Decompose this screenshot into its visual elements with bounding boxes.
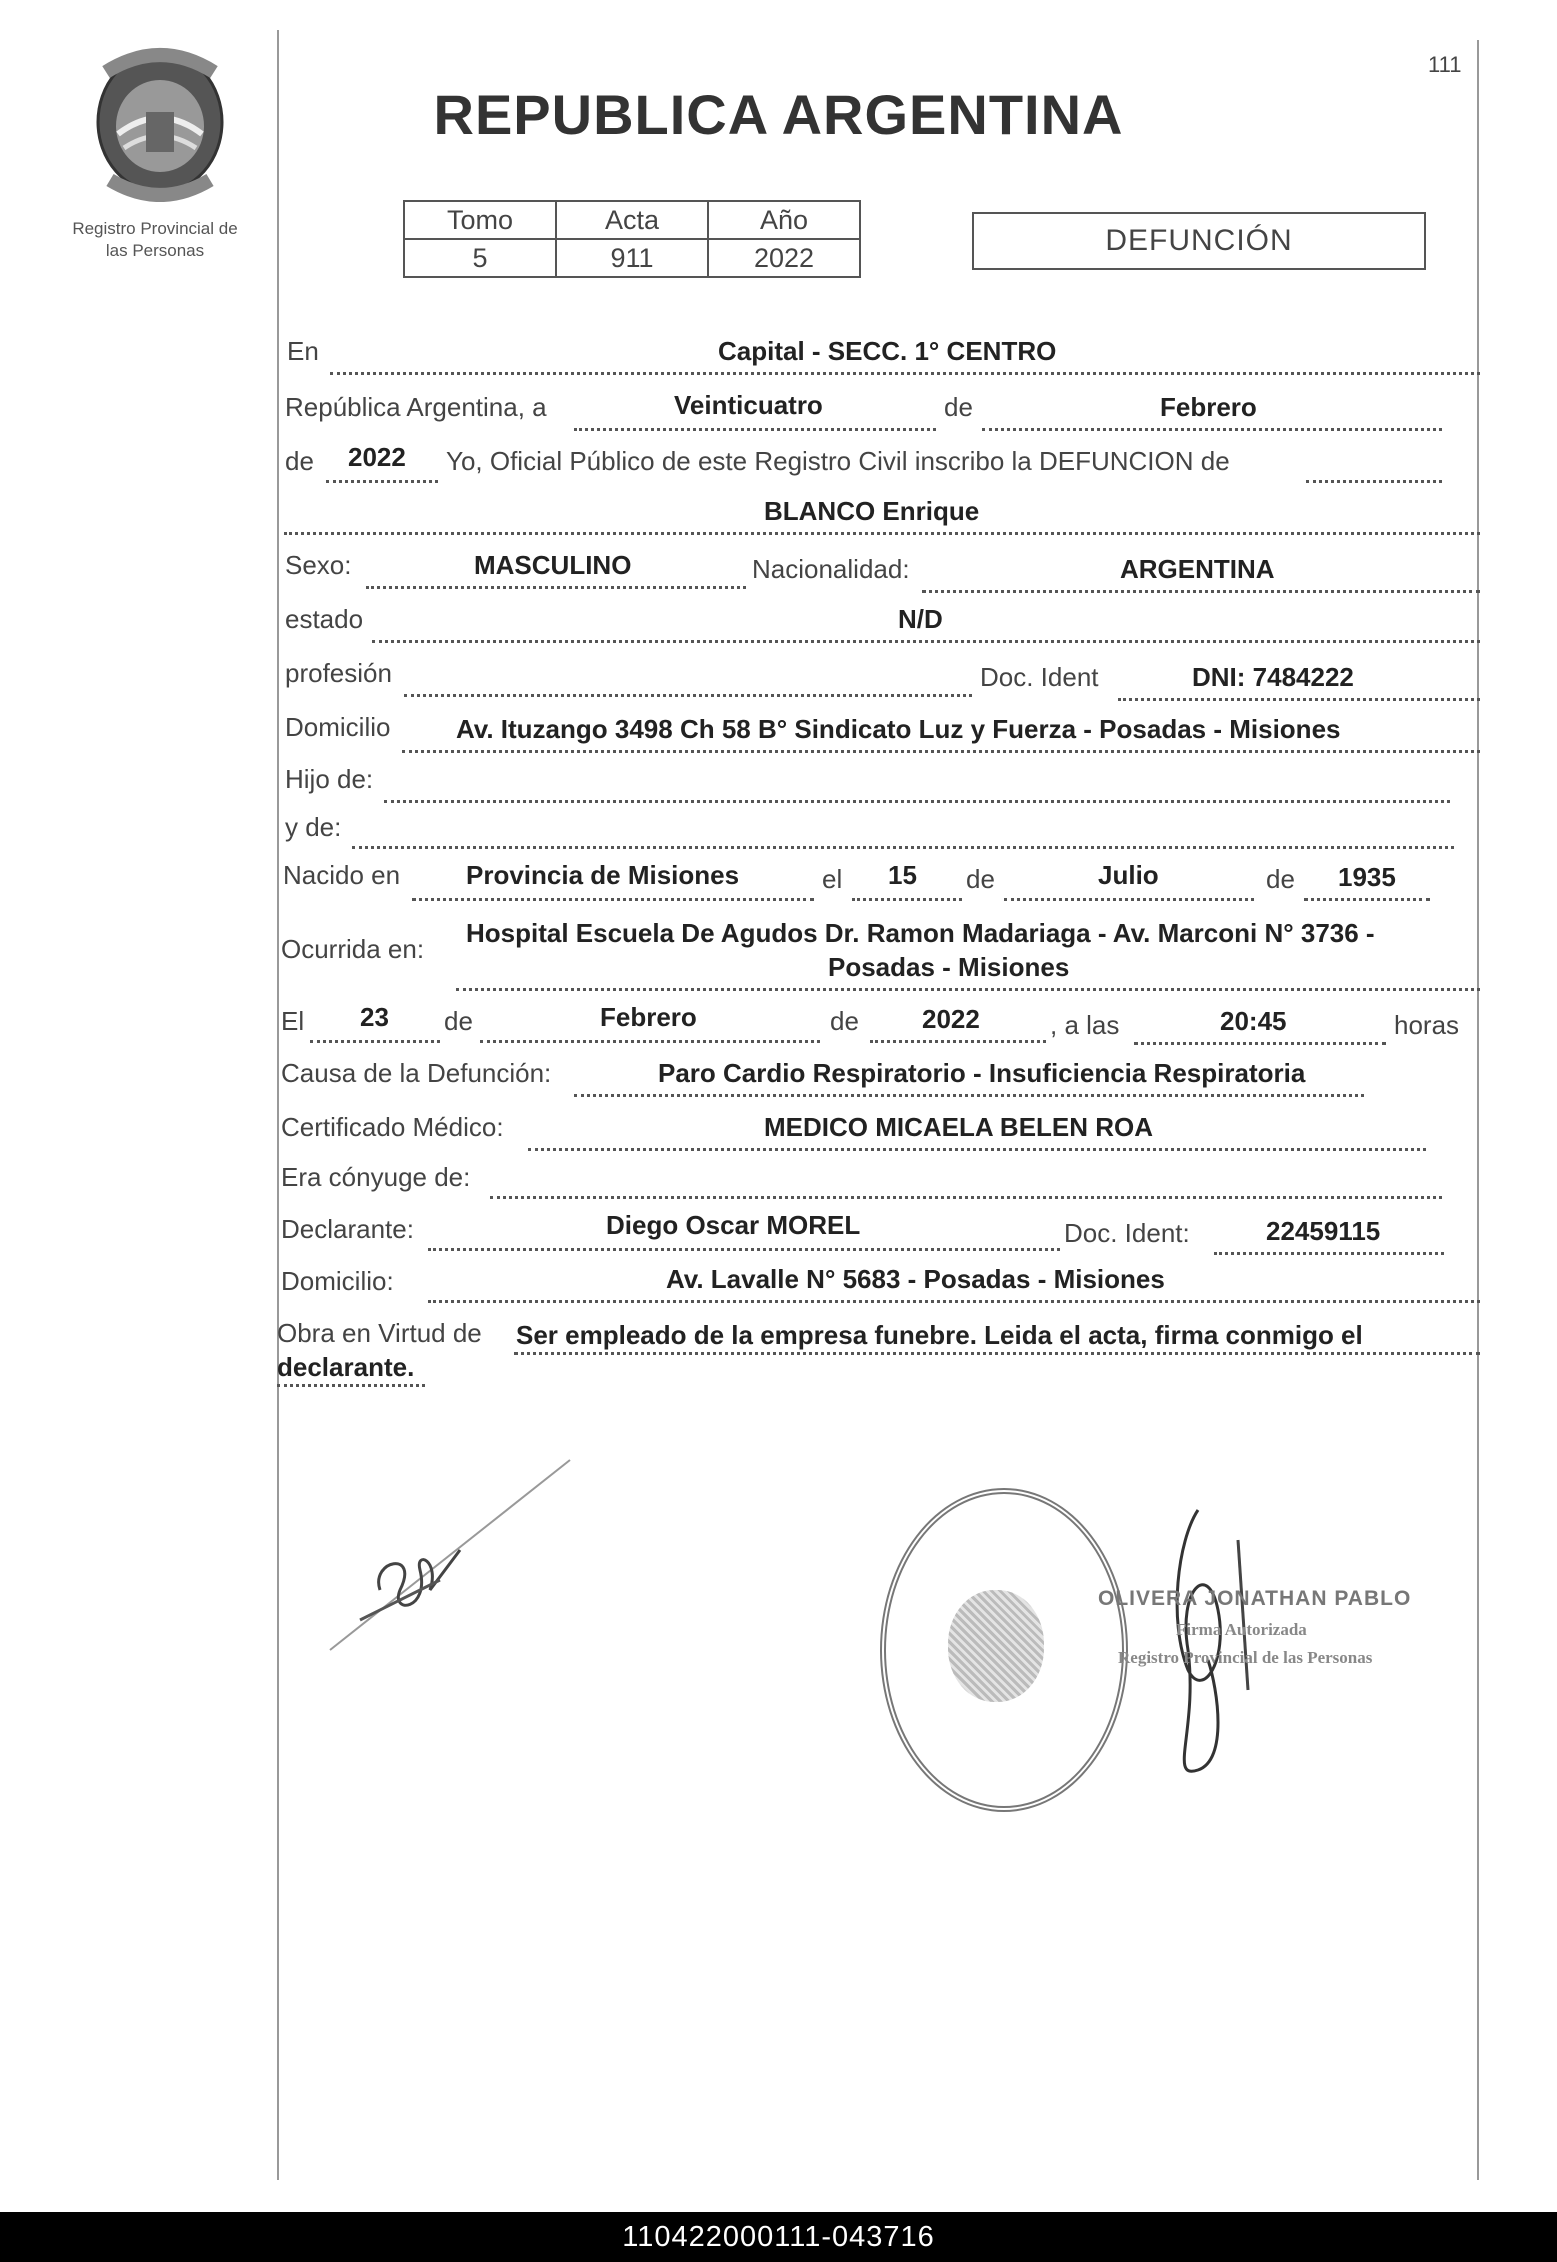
ocurrida-en-label: Ocurrida en: [281,934,425,964]
page-number: 111 [1428,52,1462,77]
register-header-row [404,201,860,239]
domicilio-label-2: Domicilio: [281,1266,394,1296]
nacido-en-label: Nacido en [283,860,401,890]
doc-ident-label: Doc. Ident [980,662,1099,692]
lugar-line [330,372,1480,375]
official-role: Firma Autorizada [1176,1620,1307,1639]
mes-value: Febrero [1160,392,1257,422]
document-title: REPUBLICA ARGENTINA [433,83,1124,146]
estado-value: N/D [898,604,943,634]
official-name: OLIVERA JONATHAN PABLO [1098,1587,1412,1610]
acta-value: 911 [556,239,708,277]
fallec-dia-value: 23 [360,1002,389,1032]
register-table [403,200,861,278]
tomo-header: Tomo [404,201,556,239]
declarant-signature [320,1440,580,1660]
declarante-domicilio-value: Av. Lavalle N° 5683 - Posadas - Misiones [666,1264,1165,1294]
certificado-value: MEDICO MICAELA BELEN ROA [764,1112,1154,1142]
causa-value: Paro Cardio Respiratorio - Insuficiencia Respiratoria [658,1058,1306,1088]
ocurrida-line-2: Posadas - Misiones [828,952,1070,982]
office-line-1: Registro Provincial de [72,219,238,238]
de-label-6: de [830,1006,859,1036]
de-label-4: de [1266,864,1295,894]
causa-label: Causa de la Defunción: [281,1058,552,1088]
mes-line [982,428,1442,431]
nacido-mes-line [1004,898,1254,901]
horas-label: horas [1394,1010,1460,1040]
causa-line [574,1094,1364,1097]
estado-label: estado [285,604,364,634]
declarante-line [428,1248,1060,1251]
de-label-1: de [944,392,973,422]
hijo-de-line [384,800,1450,803]
declarante-domicilio-line [428,1300,1480,1303]
dni-value: DNI: 7484222 [1192,662,1354,692]
dni-line [1118,698,1480,701]
declarante-doc-value: 22459115 [1266,1216,1381,1246]
official-office: Registro Provincial de las Personas [1118,1648,1373,1667]
dia-letras-value: Veinticuatro [674,390,823,420]
y-de-line [352,846,1454,849]
el-label: el [822,864,843,894]
register-value-row [404,239,860,277]
hora-value: 20:45 [1220,1006,1287,1036]
hijo-de-label: Hijo de: [285,764,374,794]
nacido-lugar-value: Provincia de Misiones [466,860,740,890]
certificado-line [528,1148,1426,1151]
issuing-office [40,218,270,262]
document-type-box: DEFUNCIÓN [972,212,1426,270]
de-label-2: de [285,446,314,476]
republica-label: República Argentina, a [285,392,547,422]
fallec-anio-line [870,1040,1046,1043]
lugar-value: Capital - SECC. 1° CENTRO [718,336,1057,366]
barcode-number: 110422000111-043716 [0,2212,1557,2262]
left-margin-rule [277,30,279,2180]
nacido-mes-value: Julio [1098,860,1159,890]
fallec-mes-line [480,1040,820,1043]
nombre-line [284,532,1480,535]
oficial-statement: Yo, Oficial Público de este Registro Civil inscribo la DEFUNCION de [446,446,1230,476]
domicilio-label: Domicilio [285,712,391,742]
oficial-line [1306,480,1442,483]
nacido-dia-line [852,898,962,901]
anio-value: 2022 [348,442,406,472]
ocurrida-line-1: Hospital Escuela De Agudos Dr. Ramon Madariaga - Av. Marconi N° 3736 - [466,918,1375,948]
seal-emblem [948,1590,1044,1702]
sexo-line [366,586,746,589]
estado-line [372,640,1480,643]
declarante-doc-line [1214,1252,1444,1255]
nacionalidad-label: Nacionalidad: [752,554,910,584]
anio-header: Año [708,201,860,239]
domicilio-line [402,750,1480,753]
declarante-label: Declarante: [281,1214,414,1244]
fallec-anio-value: 2022 [922,1004,980,1034]
sexo-label: Sexo: [285,550,352,580]
profesion-label: profesión [285,658,392,688]
conyuge-label: Era cónyuge de: [281,1162,471,1192]
de-label-3: de [966,864,995,894]
obra-line-2: declarante. [277,1352,415,1382]
anio-line [326,480,438,483]
en-label: En [287,336,319,366]
fallec-dia-line [310,1040,440,1043]
fallec-mes-value: Febrero [600,1002,697,1032]
obra-underline-1 [514,1352,1480,1355]
tomo-value: 5 [404,239,556,277]
nacionalidad-value: ARGENTINA [1120,554,1275,584]
ocurrida-line [456,988,1480,991]
profesion-line [404,694,972,697]
conyuge-line [490,1196,1442,1199]
dia-line [574,428,936,431]
sexo-value: MASCULINO [474,550,632,580]
obra-underline-2 [277,1384,425,1387]
obra-label: Obra en Virtud de [277,1318,482,1348]
acta-header: Acta [556,201,708,239]
y-de-label: y de: [285,812,342,842]
el-cap-label: El [281,1006,305,1036]
nombre-value: BLANCO Enrique [764,496,980,526]
office-line-2: las Personas [105,241,205,260]
nacido-anio-value: 1935 [1338,862,1396,892]
a-las-label: , a las [1050,1010,1120,1040]
right-margin-rule [1477,40,1479,2180]
nacido-anio-line [1304,898,1430,901]
certificado-label: Certificado Médico: [281,1112,504,1142]
nacido-dia-value: 15 [888,860,917,890]
nacionalidad-line [922,590,1480,593]
nacido-lugar-line [412,898,814,901]
domicilio-value: Av. Ituzango 3498 Ch 58 B° Sindicato Luz y Fuerza - Posadas - Misiones [456,714,1341,744]
obra-line-1: Ser empleado de la empresa funebre. Leida el acta, firma conmigo el [516,1320,1363,1350]
de-label-5: de [444,1006,473,1036]
declarante-value: Diego Oscar MOREL [606,1210,861,1240]
hora-line [1134,1042,1386,1045]
anio-value: 2022 [708,239,860,277]
doc-ident-label-2: Doc. Ident: [1064,1218,1190,1248]
